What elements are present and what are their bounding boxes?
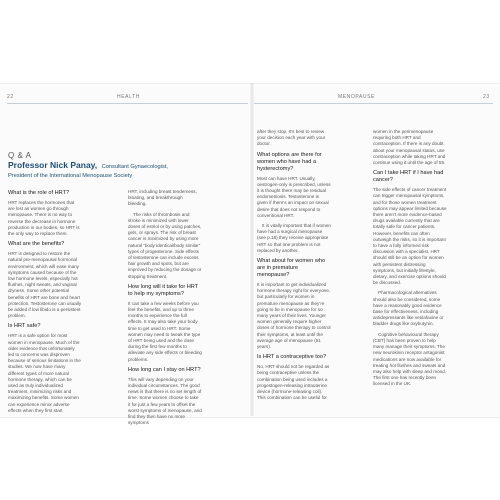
answer-paragraph: Most can have HRT. Usually, oestrogen-only is prescribed, unless it is thought there may be residual endometriosis. Testosterone is given if there’s an impact on sexual desire that does not respond to conventional HRT. (257, 175, 331, 218)
answer-paragraph: It can take a few weeks before you feel the benefits, and up to three months to experience the full effects. It may also take your body time to get used to HRT. Some women may need to tweak the type of HRT being used and the dose during the first few months to alleviate any side effects or bleeding problems. (128, 300, 202, 362)
article-byline (8, 160, 248, 180)
text-column-1 (8, 188, 82, 418)
right-page-number: 23 (483, 94, 490, 100)
answer-paragraph: This will vary depending on your individual circumstances. The good news is that there is no set length of time. Some women choose to take it for just a few years to offset the worst symptoms of menopause, and find they then have no more symptoms (128, 376, 202, 426)
question-heading: What about for women who are in premature menopause? (257, 258, 326, 279)
right-section-label: MENOPAUSE (338, 94, 375, 100)
author-name: Professor Nick Panay, (8, 160, 98, 170)
right-header-rule (254, 103, 493, 104)
answer-paragraph: HRT is a safe option for most women in menopause. Much of the older evidence that unfortunately led to concerns was disproven because of serious limitations in the studies. We now have many different types of more natural hormone therapy, which can be used as truly individualized treatment, minimizing risks and maximizing benefits. Some women can experience minor adverse effects when they first start (8, 333, 81, 413)
answer-paragraph: It is important to get individualized hormone therapy right for everyone, but particularly for women in premature menopause as they’re going to be in menopause for so many years of their lives. Younger women generally require higher doses of hormone therapy to control their symptoms, at least until the average age of menopause (51 years). (257, 282, 331, 350)
article-kicker: Q & A (8, 151, 32, 160)
answer-paragraph: It is vitally important that if women have had a surgical menopause (see p.18) they receive appropriate HRT so that one problem is not replaced by another. (257, 223, 331, 253)
answer-paragraph: HRT is designed to restore the natural pre-menopausal hormonal environment, which will ease many symptoms caused because of the low hormone levels, especially hot flushes, night sweats, and vaginal dryness. Some other potential benefits of HRT are bone and heart protection. Testosterone can usually be added if low libido is a persistent problem. (8, 251, 82, 319)
page-fold (250, 83, 254, 416)
left-page-number: 22 (7, 94, 14, 100)
left-header-rule (7, 103, 248, 104)
answer-paragraph: The risks of thrombosis and stroke is minimized with lower doses of estriol or by using patches, gels, or sprays. The risk of breast cancer is minimized by using more natural “body identical/body similar” types of progesterone. Side effects of testosterone can include excess hair growth and spots, but are improved by reducing the dosage or stopping treatment. (128, 211, 202, 279)
answer-paragraph: HRT, including breast tenderness, bloating, and breakthrough bleeding. (128, 189, 197, 207)
answer-paragraph: Pharmacological alternatives should also be considered, some have a reasonably good evidence base for effectiveness, including antidepressants like venlafaxine or bladder drugs like oxybutynin. (373, 290, 444, 327)
answer-paragraph: women in the perimenopause requiring both HRT and contraception. If there is any doubt about your menopausal status, use contraception while taking HRT and continue using it until the age of 55. (373, 129, 446, 166)
question-heading: What options are there for women who have had a hysterectomy? (257, 151, 322, 172)
answer-paragraph: The side effects of cancer treatment can trigger menopausal symptoms, and for those women treatment options may appear limited because there aren’t more evidence-based drugs available currently that are totally safe for cancer patients. However, benefits can often outweigh the risks, so it is important to have a fully informed risk discussion with a specialist. HRT should still be an option for women with persistent distressing symptoms, but initially lifestyle, dietary, and exercise options should be discussed. (373, 187, 447, 286)
author-role: Consultant Gynaecologist, (101, 164, 168, 170)
left-section-label: HEALTH (117, 94, 140, 100)
answer-paragraph: after they stop. It’s best to review your decision each year with your doctor. (257, 129, 326, 147)
answer-paragraph: HRT replaces the hormones that are lost as women go through menopause. There is no way to reverse the decrease in hormone production in our bodies, so HRT is the only way to replace them. (8, 200, 80, 237)
answer-paragraph: No, HRT should not be regarded as being contraceptive unless the combination being used includes a progestogen-releasing intrauterine device (hormone-releasing coil). This combination can be useful for (257, 364, 330, 401)
text-column-4 (373, 129, 447, 392)
author-organization: President of the International Menopause Society (8, 172, 133, 179)
question-heading: What is the role of HRT? (8, 190, 70, 196)
question-heading: Is HRT safe? (8, 323, 41, 330)
question-heading: What are the benefits? (8, 241, 65, 248)
text-column-2 (128, 189, 202, 431)
answer-paragraph: Cognitive behavioural therapy (CBT) has been proven to help many manage their symptoms. The new neurokinin receptor antagonist medications are now available for treating hot flushes and sweats and may also help with sleep and mood. The first one has recently been licensed in the UK. (373, 331, 447, 387)
text-column-3 (257, 129, 331, 406)
question-heading: How long will it take for HRT to help my symptoms? (128, 283, 199, 297)
question-heading: Can I take HRT if I have had cancer? (373, 170, 444, 184)
question-heading: How long can I stay on HRT? (128, 366, 201, 373)
question-heading: Is HRT a contraceptive too? (257, 354, 327, 361)
